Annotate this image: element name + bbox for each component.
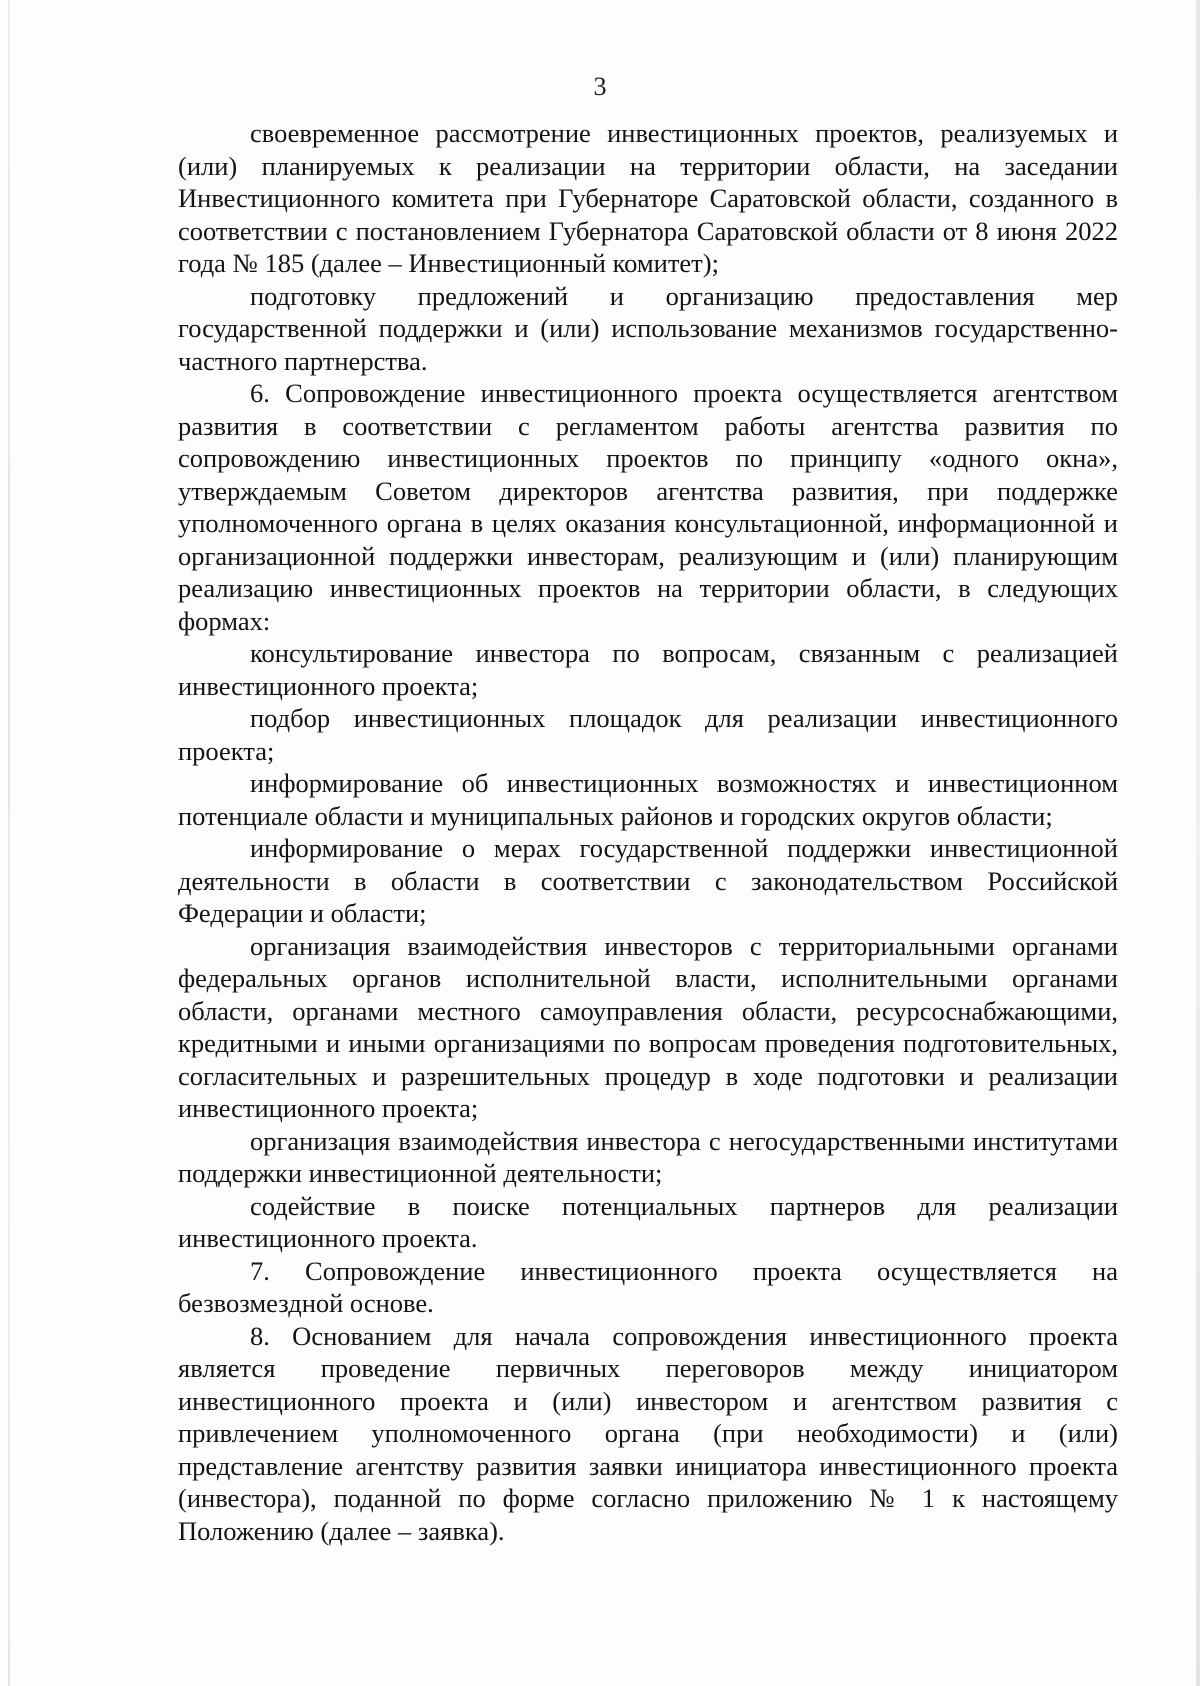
page-number: 3 — [593, 72, 607, 101]
paragraph-item-proposals: подготовку предложений и организацию предоставления мер государственной поддержки и (или) использование механизмов государственно-частного партнерства. — [178, 280, 1118, 376]
document-body — [178, 117, 1118, 1547]
paragraph-section-7: 7. Сопровождение инвестиционного проекта осуществляется на безвозмездной основе. — [178, 1255, 1118, 1318]
paragraph-item-support-measures: информирование о мерах государственной поддержки инвестиционной деятельности в области в соответствии с законодательством Российской Федерации и области; — [178, 833, 1118, 928]
paragraph-item-sites: подбор инвестиционных площадок для реализации инвестиционного проекта; — [178, 703, 1118, 766]
paragraph-item-review: своевременное рассмотрение инвестиционных проектов, реализуемых и (или) планируемых к реализации на территории области, на заседании Инвестиционного комитета при Губернаторе Саратовской области, созданного в соответствии с постановлением Губернатора Саратовской области от 8 июня 2022 года № 185 (далее – Инвестиционный комитет); — [178, 118, 1118, 278]
paragraph-section-8: 8. Основанием для начала сопровождения инвестиционного проекта является проведение первичных переговоров между инициатором инвестиционного проекта и (или) инвестором и агентством развития с привлечением уполномоченного органа (при необходимости) и (или) представление агентству развития заявки инициатора инвестиционного проекта (инвестора), поданной по форме согласно приложению № 1 к настоящему Положению (далее – заявка). — [178, 1320, 1118, 1546]
paragraph-item-consulting: консультирование инвестора по вопросам, связанным с реализацией инвестиционного проекта; — [178, 638, 1118, 701]
scan-edge-right — [1196, 0, 1200, 1686]
paragraph-item-opportunities: информирование об инвестиционных возможностях и инвестиционном потенциале области и муниципальных районов и городских округов области; — [178, 768, 1118, 831]
paragraph-section-6: 6. Сопровождение инвестиционного проекта осуществляется агентством развития в соответствии с регламентом работы агентства развития по сопровождению инвестиционных проектов по принципу «одного окна», утверждаемым Советом директоров агентства развития, при поддержке уполномоченного органа в целях оказания консультационной, информационной и организационной поддержки инвесторам, реализующим и (или) планирующим реализацию инвестиционных проектов на территории области, в следующих формах: — [178, 378, 1118, 636]
scan-edge-left — [8, 0, 10, 1686]
paragraph-item-partners: содействие в поиске потенциальных партнеров для реализации инвестиционного проекта. — [178, 1190, 1118, 1253]
paragraph-item-interaction-institutes: организация взаимодействия инвестора с негосударственными институтами поддержки инвестиционной деятельности; — [178, 1125, 1118, 1188]
paragraph-item-interaction-authorities: организация взаимодействия инвесторов с территориальными органами федеральных органов исполнительной власти, исполнительными органами области, органами местного самоуправления области, ресурсоснабжающими, кредитными и иными организациями по вопросам проведения подготовительных, согласительных и разрешительных процедур в ходе подготовки и реализации инвестиционного проекта; — [178, 930, 1118, 1123]
